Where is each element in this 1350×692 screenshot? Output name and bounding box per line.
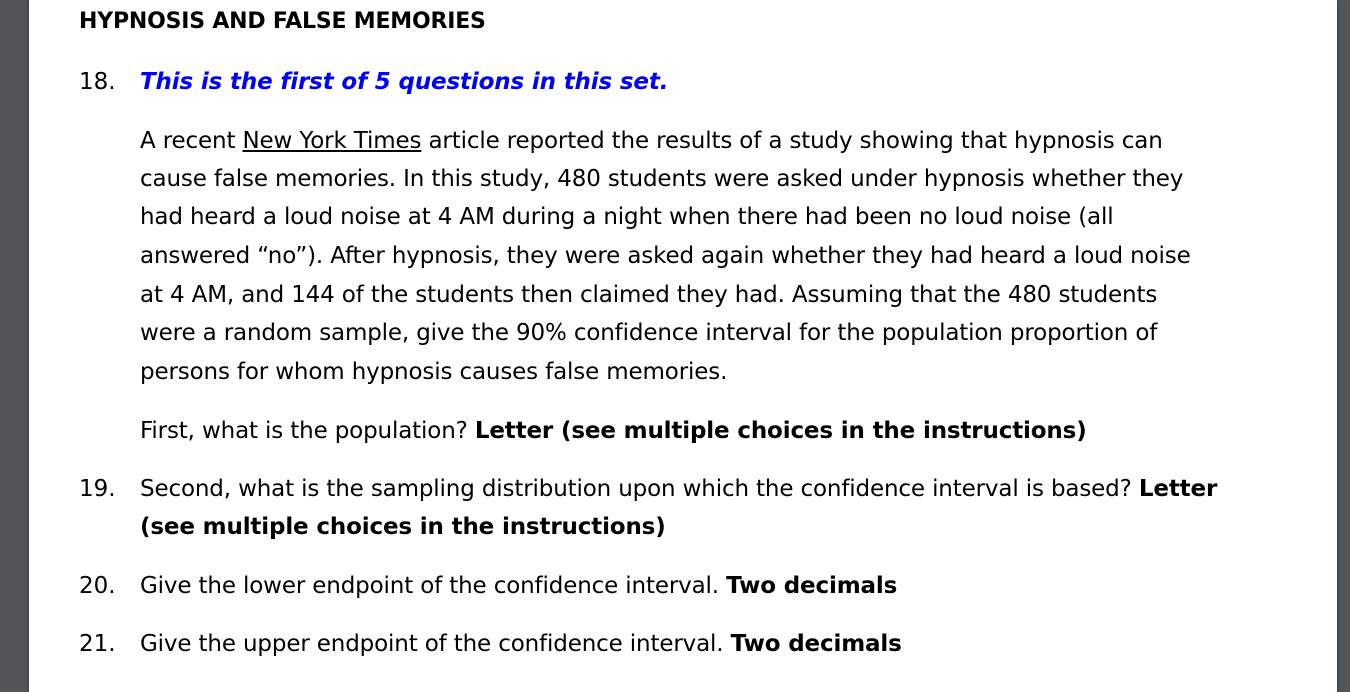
question-19-text: Second, what is the sampling distribution upon which the confidence interval is based? [140,476,1139,502]
section-heading: HYPNOSIS AND FALSE MEMORIES [79,9,486,34]
paragraph-line-1-start: A recent [140,128,243,154]
question-21-text: Give the upper endpoint of the confidence interval. [140,631,731,657]
question-20-text: Give the lower endpoint of the confidence interval. [140,573,727,599]
question-21-prompt [140,631,902,657]
newspaper-title: New York Times [242,128,422,154]
question-18-intro: This is the first of 5 questions in this set. [140,69,669,95]
question-number-18: 18. [79,69,116,95]
question-18-answer-format: Letter (see multiple choices in the instructions) [474,418,1087,444]
question-20-prompt [140,573,897,599]
question-19-answer-format-1: Letter [1138,476,1218,502]
paragraph-line-4: answered “no”). After hypnosis, they were asked again whether they had heard a loud noise [140,243,1191,269]
paragraph-line-3: had heard a loud noise at 4 AM during a night when there had been no loud noise (all [140,204,1114,230]
paragraph-line-1-end: article reported the results of a study showing that hypnosis can [421,128,1163,154]
paragraph-line-6: were a random sample, give the 90% confidence interval for the population proportion of [140,320,1158,346]
question-19-answer-format-2: (see multiple choices in the instructions) [140,514,666,540]
question-20-answer-format: Two decimals [726,573,898,599]
document-page [29,0,1337,692]
paragraph-line-7: persons for whom hypnosis causes false memories. [140,359,728,385]
question-number-21: 21. [79,631,116,657]
question-19-prompt [140,476,1217,502]
question-21-answer-format: Two decimals [730,631,902,657]
paragraph-line-2: cause false memories. In this study, 480 students were asked under hypnosis whether they [140,166,1184,192]
paragraph-line-5: at 4 AM, and 144 of the students then claimed they had. Assuming that the 480 students [140,282,1158,308]
question-number-20: 20. [79,573,116,599]
question-18-text: First, what is the population? [140,418,475,444]
paragraph-line-1 [140,128,1163,154]
question-number-19: 19. [79,476,116,502]
question-18-prompt [140,418,1087,444]
question-19-prompt-line-2 [140,514,666,540]
